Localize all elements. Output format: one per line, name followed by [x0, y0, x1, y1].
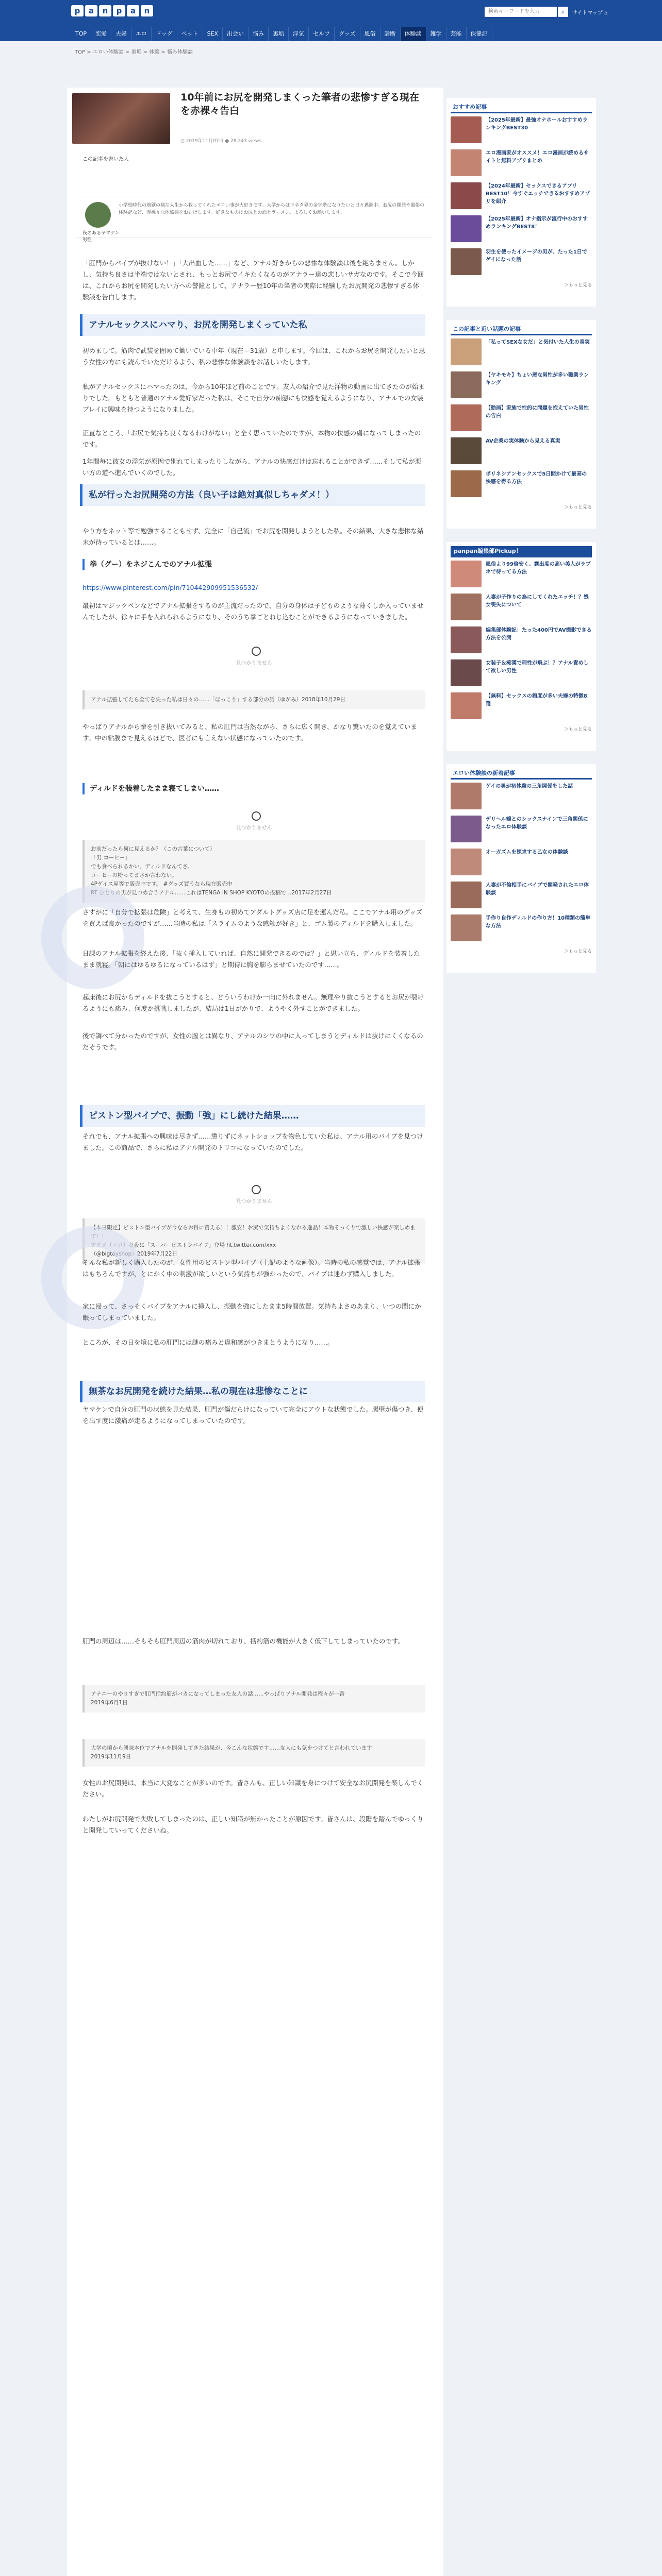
sidebar-article-link[interactable]: [451, 437, 592, 467]
article-meta: ◷ 2019年11月07日 ● 28,243 views: [180, 139, 261, 144]
embedded-quote[interactable]: 【本日限定】ピストン型バイブが今ならお得に買える！！激安！お尻で気持ちよくなれる逸品！本物そっくりで激しい快感が楽しめます！！ アクメ（エロ）な夜に「スーパーピストンバイブ」登場 ht.twitter.com/xxx （@bigtoyshop）2019年7月22日: [82, 1218, 425, 1264]
nav-item[interactable]: TOP: [71, 27, 91, 41]
header-links[interactable]: サイトマップ ⌂: [572, 10, 608, 16]
main-nav: [71, 27, 492, 41]
sidebar-article-title[interactable]: 人妻が不倫相手にバイブで開発されたエロ体験談: [486, 883, 589, 896]
author-name: 夜のあるヤマケン 男性: [82, 231, 120, 243]
sidebar-thumbnail[interactable]: [451, 470, 482, 497]
sidebar-article-title[interactable]: 編集部体験記：たった400円でAV撮影できる方法を公開: [486, 628, 592, 641]
sidebar-article-link[interactable]: [451, 783, 592, 812]
sidebar-article-link[interactable]: [451, 404, 592, 434]
nav-item[interactable]: 風俗: [360, 27, 380, 41]
section-heading: アナルセックスにハマり、お尻を開発しまくっていた私: [80, 314, 425, 336]
embed-error: 見つかりません: [236, 1199, 272, 1205]
sidebar-thumbnail[interactable]: [451, 338, 482, 365]
sidebar-title: おすすめ記事: [451, 102, 592, 113]
sidebar-thumbnail[interactable]: [451, 149, 482, 176]
more-link[interactable]: ＞もっと見る: [564, 283, 592, 288]
paragraph: わたしがお尻開発で失敗してしまったのは、正しい知識が無かったことが原因です。皆さんは、段階を踏んでゆっくりと開発していってくださいね。: [82, 1815, 424, 1834]
nav-item[interactable]: 悩み: [249, 27, 269, 41]
sidebar-title: エロい体験談の新着記事: [451, 768, 592, 779]
paragraph: 家に帰って、さっそくバイブをアナルに挿入し、振動を強にしたまま5時間放置。気持ちよさのあまり、いつの間にか眠ってしまっていました。: [82, 1302, 421, 1321]
source-link[interactable]: https://www.pinterest.com/pin/710442909951536532/: [82, 584, 258, 591]
sidebar-article-title[interactable]: 女装子＆痴漢で理性が飛ぶ！？アナル責めして欲しい男性: [486, 660, 589, 674]
embed-error: 見つかりません: [236, 660, 272, 666]
paragraph: そんな私が新しく購入したのが、女性用のピストン型バイブ（上記のような画像）。当時の私の感覚では、アナル拡張はもちろんですが、とにかく中の刺激が欲しいという気持ちが強かったので、バイブは迷わず購入しました。: [82, 1259, 421, 1278]
nav-item[interactable]: 恋愛: [91, 27, 111, 41]
embedded-quote[interactable]: アナル拡張してたら全てを失った私は日々の……「ほっこり」する部分の話（ゆがみ）2018年10月29日: [82, 690, 425, 709]
breadcrumb[interactable]: TOP > エロい体験談 > 裏垢 > 体験 > 悩み体験談: [75, 49, 193, 55]
subsection-heading: 拳（グー）をネジこんでのアナル拡張: [82, 559, 425, 570]
sidebar-thumbnail[interactable]: [451, 248, 482, 275]
nav-item[interactable]: 体験談: [401, 27, 426, 41]
embed-error: 見つかりません: [236, 825, 272, 831]
sidebar-thumbnail[interactable]: [451, 437, 482, 464]
subsection-heading: ディルドを装着したまま寝てしまい……: [82, 783, 425, 794]
sidebar-thumbnail[interactable]: [451, 659, 482, 686]
nav-item[interactable]: ペット: [177, 27, 203, 41]
nav-item[interactable]: 出会い: [223, 27, 249, 41]
sidebar-article-link[interactable]: [451, 659, 592, 689]
sidebar-thumbnail[interactable]: [451, 882, 482, 908]
nav-item[interactable]: グッズ: [335, 27, 360, 41]
paragraph: 最初はマジックペンなどでアナル拡張をするのが主流だったので、自分の身体は子どものような薄くしか入っていませんでしたが、徐々に手を入れられるようになり、そのうち拳ごとねじ込むことができるようになっていきました。: [82, 602, 424, 621]
sidebar-article-link[interactable]: [451, 371, 592, 401]
sidebar-article-link[interactable]: [451, 182, 592, 212]
paragraph: 1年間毎に彼女の浮気が原因で別れてしまったりしながら、アナルの快感だけは忘れることができず……そして私が悪い方の道へ進んでいくのでした。: [82, 457, 422, 477]
sidebar-article-link[interactable]: [451, 149, 592, 179]
paragraph: 正直なところ、「お尻で気持ち良くなるわけがない」と全く思っていたのですが、本物の快感の虜になってしまったのです。: [82, 429, 421, 448]
sidebar-article-title[interactable]: 【無料】セックスの頻度が多い夫婦の特徴8選: [486, 693, 587, 707]
sidebar-article-title[interactable]: オーガズムを探求する乙女の体験談: [486, 850, 568, 855]
watermark-ring: [41, 886, 144, 989]
sidebar-article-title[interactable]: 【動画】家族で性的に問題を抱えていた男性の告白: [486, 405, 589, 419]
paragraph: さすがに「自分で拡張は危険」と考えて、生身もの初めてアダルトグッズ店に足を運んだ私。ここでアナル用のグッズを買えば良かったのですが……当時の私は「スライムのような感触が好き」と、ゴム製のディルドを購入しました。: [82, 908, 423, 927]
nav-item[interactable]: 浮気: [289, 27, 309, 41]
sidebar-thumbnail[interactable]: [451, 626, 482, 653]
nav-item[interactable]: セルフ: [309, 27, 335, 41]
intro-text: 「肛門からバイブが抜けない！」「大出血した……」など、アナル好きからの悲惨な体験談は後を絶ちません。しかし、気持ち良さは半端ではないとされ、もっとお尻でイキたくなるのがアナラー達の悲しいサガなのです。そこで今回は、これからお尻を開発したい方への警鐘として、アナラー歴10年の筆者の実際に経験したお尻開発の悲惨すぎる体験談を告白します。: [82, 259, 424, 301]
sidebar-article-title[interactable]: AV企業の実体験から見える真実: [486, 438, 560, 444]
nav-item[interactable]: 診断: [380, 27, 401, 41]
sidebar-thumbnail[interactable]: [451, 404, 482, 431]
avatar[interactable]: [85, 202, 111, 228]
nav-item[interactable]: エロ: [131, 27, 152, 41]
nav-item[interactable]: 裏垢: [269, 27, 289, 41]
sidebar-article-title[interactable]: 手作り自作ディルドの作り方！10種類の簡単な方法: [486, 916, 591, 929]
sidebar-thumbnail[interactable]: [451, 116, 482, 143]
paragraph: ヤマケンで自分の肛門の状態を見た結果、肛門が傷だらけになっていて完全にアウトな状態でした。腸壁が傷つき、便を出す度に激痛が走るようになってしまっていたのです。: [82, 1405, 424, 1425]
paragraph: 私がアナルセックスにハマったのは、今から10年ほど前のことです。友人の紹介で見た洋物の動画に出てきたのが始まりでした。もともと普通のアナル愛好家だった私は、そこで自分の痴態にも快感を覚えるようになり、アナルでの女装プレイに興味を持つようになりました。: [82, 383, 425, 413]
paragraph: やり方をネット等で勉強することもせず、完全に「自己流」でお尻を開発しようとした私。その結果、大きな悲惨な結末が待っているとは……。: [82, 527, 424, 546]
sidebar-recommended: [446, 98, 596, 307]
sidebar-article-title[interactable]: 羽生を使ったイメージの男が、たった1日でゲイになった話: [486, 249, 587, 263]
sidebar-thumbnail[interactable]: [451, 561, 482, 587]
sidebar-article-link[interactable]: [451, 626, 592, 656]
search-icon[interactable]: ⌕: [558, 7, 568, 17]
site-header: [0, 0, 662, 41]
sidebar-title: この記事と近い話題の記事: [451, 324, 592, 335]
article-title: 10年前にお尻を開発しまくった筆者の悲惨すぎる現在を赤裸々告白: [180, 92, 420, 116]
paragraph: それでも、アナル拡張への興味は尽きず……懲りずにネットショップを物色していた私は、アナル用のバイブを見つけました。この商品で、さらに私はアナル開発のトリコになっていたのでした。: [82, 1132, 423, 1151]
embed-error-icon: [252, 647, 261, 656]
sidebar-thumbnail[interactable]: [451, 594, 482, 620]
paragraph: 初めまして。筋肉で武装を固めて働いている中年（現在＝31歳）と申します。今回は、これからお尻を開発したいと思う女性の方にも読んでいただけるよう、私の悲惨な体験談をお話しいたします。: [82, 347, 425, 366]
sidebar-thumbnail[interactable]: [451, 182, 482, 209]
paragraph: ところが、その日を境に私の肛門には謎の痛みと違和感がつきまとうようになり……。: [82, 1338, 334, 1346]
more-link[interactable]: ＞もっと見る: [564, 727, 592, 732]
sidebar-article-title[interactable]: 風俗より99倍安く、露出度の高い美人がラブホで待ってる方法: [486, 562, 591, 575]
embedded-quote[interactable]: お前だったら何に見えるか？（この言葉について） 「男 コーヒー」 でも食べられるかい、ディルドなんてさ。 コーヒーの粉ってまさか言わない。 4Pゲイス屋等で販売中です。 #グッズ買うなら現在販売中 RT ひとりの男が見つめ合うアナル……これはTENGA IN SHOP KYOTOの投稿で…2017年2月27日: [82, 840, 425, 903]
sidebar-new: [446, 764, 596, 973]
sidebar: [446, 98, 596, 986]
author-bio: 小学校時代の地獄の様な人生から救ってくれたエロい事が大好きです。大学からは下ネタ界の金字塔になりたいと日々邁進中。お尻の開発や風俗の体験記など、赤裸々な体験談をお届けします。好きなものはお尻とお酒とラーメン。よろしくお願いします。: [119, 203, 425, 215]
sidebar-thumbnail[interactable]: [451, 783, 482, 809]
nav-item[interactable]: 雑学: [426, 27, 446, 41]
sidebar-thumbnail[interactable]: [451, 914, 482, 941]
sidebar-pickup: [446, 542, 596, 751]
sidebar-article-link[interactable]: [451, 116, 592, 146]
sidebar-thumbnail[interactable]: [451, 371, 482, 398]
more-link[interactable]: ＞もっと見る: [564, 949, 592, 954]
sidebar-article-title[interactable]: 「私ってSEXな女だ」と気付いた人生の真実: [486, 340, 590, 345]
sidebar-article-link[interactable]: [451, 914, 592, 944]
paragraph: 女性のお尻開発は、本当に大変なことが多いのです。皆さんも、正しい知識を身につけて安全なお尻開発を楽しんでください。: [82, 1779, 424, 1798]
paragraph: 後で調べて分かったのですが、女性の膣とは異なり、アナルのシワの中に入ってしまうとディルドは抜けにくくなるのだそうです。: [82, 1032, 423, 1051]
site-logo[interactable]: p a n p a n: [71, 5, 153, 16]
sidebar-thumbnail[interactable]: [451, 692, 482, 719]
nav-item[interactable]: 芸能: [446, 27, 467, 41]
paragraph: 日課のアナル拡張を終えた後、「抜く挿入していれば、自然に開発できるのでは？」と思い立ち、ディルドを装着したまま就寝。「朝にはゆるゆるになっているはず」と期待に胸を膨らませていたのです……。: [82, 950, 420, 969]
sidebar-article-title[interactable]: 【2025年最新】最強オナホールおすすめランキングBEST30: [486, 117, 588, 131]
sidebar-thumbnail[interactable]: [451, 215, 482, 242]
sidebar-article-link[interactable]: [451, 849, 592, 878]
sidebar-article-link[interactable]: [451, 248, 592, 278]
sidebar-title: panpan編集部Pickup！: [451, 546, 592, 557]
embed-error-icon: [252, 811, 261, 821]
sidebar-article-title[interactable]: 人妻が子作りの為にしてくれたエッチ！？処女喪失について: [486, 595, 589, 608]
section-heading: ピストン型バイブで、振動「強」にし続けた結果……: [80, 1105, 425, 1127]
article-hero-image: [72, 93, 170, 144]
sidebar-article-title[interactable]: 【2024年最新】セックスできるアプリBEST10！今すぐエッチできるおすすめアプリを紹介: [486, 183, 590, 205]
more-link[interactable]: ＞もっと見る: [564, 505, 592, 510]
search-input[interactable]: 検索キーワードを入力: [485, 7, 557, 17]
nav-item[interactable]: SEX: [203, 27, 223, 41]
embedded-quote[interactable]: アナニーのやりすぎで肛門括約筋がバカになってしまった友人の話……やっぱりアナル開発は程々が一番 2019年6月1日: [82, 1685, 425, 1713]
nav-item[interactable]: 保健記: [467, 27, 492, 41]
sidebar-article-link[interactable]: [451, 470, 592, 500]
sidebar-article-link[interactable]: [451, 215, 592, 245]
sidebar-related: [446, 320, 596, 529]
sidebar-article-link[interactable]: [451, 338, 592, 368]
embedded-quote[interactable]: 大学の頃から興味本位でアナルを開発してきた結果が、今こんな状態です……友人にも気をつけてと言われています 2019年11月9日: [82, 1739, 425, 1767]
sidebar-article-title[interactable]: エロ漫画家がオススメ！エロ漫画が読めるサイトと無料アプリまとめ: [486, 150, 589, 164]
sidebar-thumbnail[interactable]: [451, 816, 482, 842]
sidebar-article-title[interactable]: 【2025年最新】オナ指示が流行中のおすすめランキングBEST8！: [486, 216, 588, 230]
sidebar-article-link[interactable]: [451, 561, 592, 590]
nav-item[interactable]: ドッグ: [152, 27, 177, 41]
paragraph: 起床後にお尻からディルドを抜こうとすると、どういうわけか一向に外れません。無理やり抜こうとするとお尻が裂けるようにも痛み、何度か挑戦しましたが、結局は1日がかりで、ようやく外すことができました。: [82, 993, 424, 1012]
section-heading: 私が行ったお尻開発の方法（良い子は絶対真似しちゃダメ！）: [80, 484, 425, 506]
sidebar-article-link[interactable]: [451, 692, 592, 722]
sidebar-article-title[interactable]: 【ヤキモキ】ちょい悪な男性が多い職業ランキング: [486, 372, 589, 386]
sidebar-article-title[interactable]: ゲイの男が初体験の三角関係をした話: [486, 784, 573, 789]
sidebar-thumbnail[interactable]: [451, 849, 482, 875]
sidebar-article-link[interactable]: [451, 594, 592, 623]
sidebar-article-link[interactable]: [451, 816, 592, 845]
sidebar-article-title[interactable]: デリヘル嬢とのシックスナインで三角関係になったエロ体験談: [486, 817, 588, 830]
sidebar-article-title[interactable]: ポリネシアンセックスで5日間かけて最高の快感を得る方法: [486, 471, 587, 485]
embed-error-icon: [252, 1185, 261, 1194]
nav-item[interactable]: 夫婦: [111, 27, 131, 41]
paragraph: やっぱりアナルから拳を引き抜いてみると、私の肛門は当然ながら、さらに広く開き、かなり驚いたのを覚えています。中の粘膜まで見えるほどで、医者にも言えない状態になっていたのです。: [82, 723, 417, 742]
author-heading: この記事を書いた人: [82, 157, 129, 162]
sidebar-article-link[interactable]: [451, 882, 592, 911]
section-heading: 無茶なお尻開発を続けた結果…私の現在は悲惨なことに: [80, 1381, 425, 1402]
paragraph: 肛門の周辺は……そもそも肛門周辺の筋肉が切れており、括約筋の機能が大きく低下してしまっていたのです。: [82, 1637, 405, 1645]
